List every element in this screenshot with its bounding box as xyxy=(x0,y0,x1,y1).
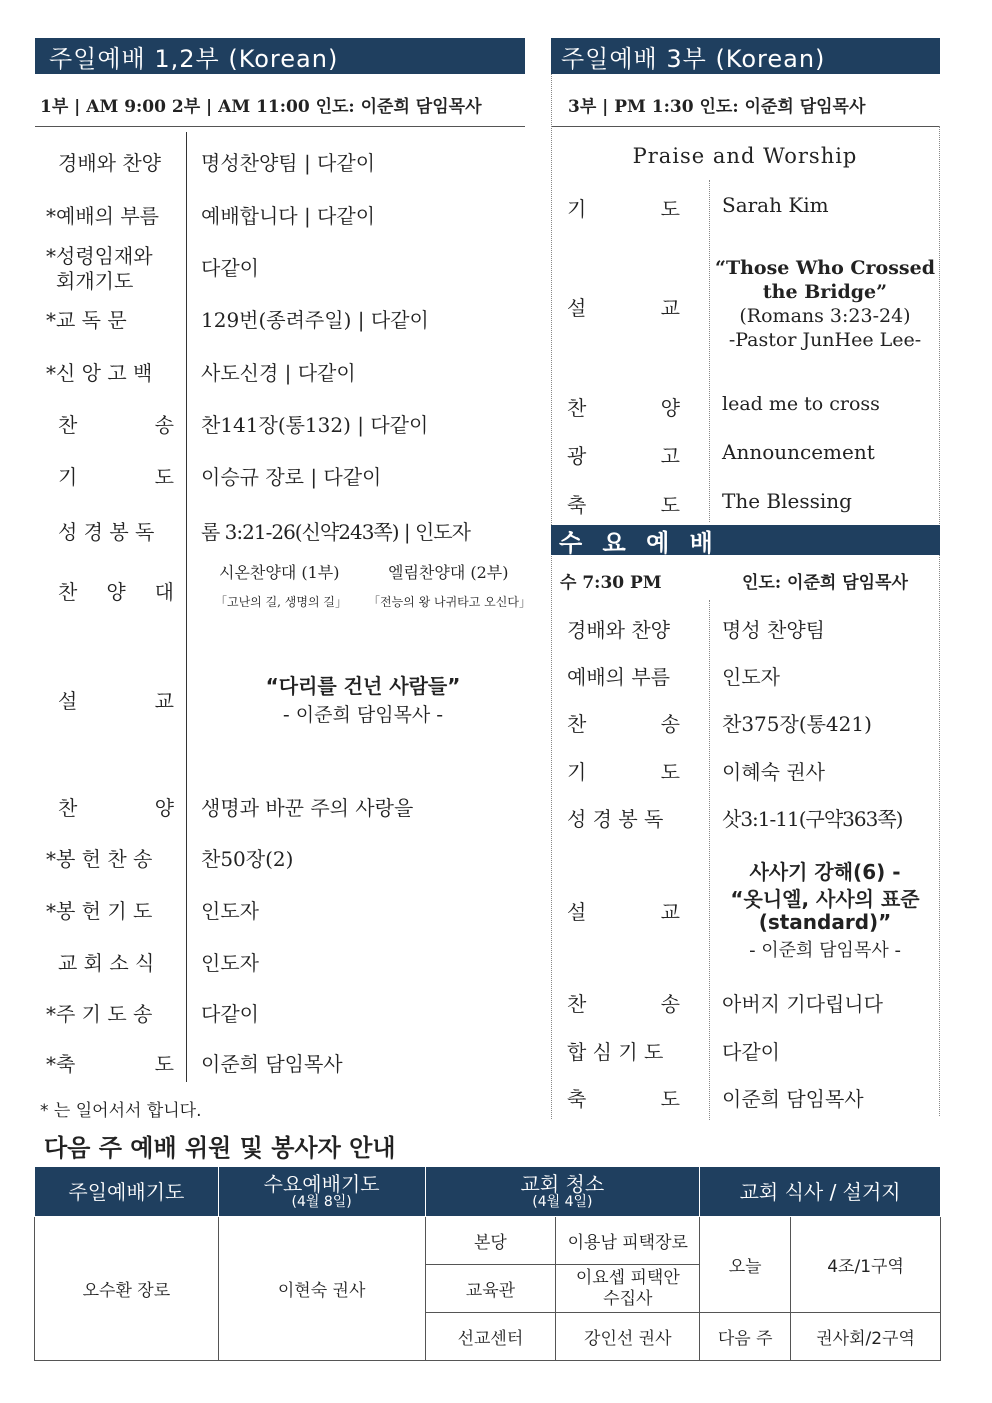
right-column-divider xyxy=(709,180,710,522)
choir2-name: 엘림찬양대 (2부) xyxy=(388,563,509,582)
order-label: 경배와 찬양 xyxy=(567,618,670,642)
sunday-service-3-header: 주일예배 3부 (Korean) xyxy=(551,38,940,74)
divider xyxy=(551,126,940,127)
order-value: 이승규 장로 | 다같이 xyxy=(201,465,382,489)
order-label: 회개기도 xyxy=(56,269,134,293)
order-label: 찬 양 xyxy=(58,796,174,820)
order-value: 다같이 xyxy=(722,1040,780,1064)
right-border-left xyxy=(551,74,552,1119)
order-label: *교 독 문 xyxy=(46,308,127,332)
choir2-song: 「전능의 왕 나귀타고 오신다」 xyxy=(368,595,531,609)
sermon-title-en: “Those Who Crossed xyxy=(715,257,935,279)
cleaning-place: 선교센터 xyxy=(425,1313,556,1361)
meal-when: 다음 주 xyxy=(700,1313,791,1361)
order-label: 성 경 봉 독 xyxy=(58,520,155,544)
order-label: *봉 헌 찬 송 xyxy=(46,847,153,871)
order-value: 삿3:1-11(구약363쪽) xyxy=(722,807,903,831)
order-value: 다같이 xyxy=(201,256,259,280)
order-label: 경배와 찬양 xyxy=(58,151,161,175)
order-label: 찬 송 xyxy=(58,413,174,437)
order-label: 기 도 xyxy=(58,465,174,489)
order-value: 이준희 담임목사 xyxy=(201,1052,343,1076)
order-label: 성 경 봉 독 xyxy=(567,807,664,831)
standing-note: * 는 일어서서 합니다. xyxy=(40,1101,202,1121)
header-wed-prayer: 수요예배기도 (4월 8일) xyxy=(218,1167,425,1217)
sermon-reference: (Romans 3:23-24) xyxy=(739,305,911,327)
order-label: 축 도 xyxy=(567,1087,680,1111)
order-label: 광 고 xyxy=(567,444,680,468)
order-label: 설 교 xyxy=(567,900,680,924)
divider xyxy=(35,126,525,127)
order-label: 기 도 xyxy=(567,760,680,784)
order-label: *예배의 부름 xyxy=(46,204,159,228)
meal-who: 4조/1구역 xyxy=(791,1217,941,1313)
praise-and-worship: Praise and Worship xyxy=(632,144,858,168)
order-value: Announcement xyxy=(722,440,875,464)
sermon-preacher-en: -Pastor JunHee Lee- xyxy=(728,329,922,351)
servants-table xyxy=(34,1166,941,1361)
order-label: 기 도 xyxy=(567,197,680,221)
sermon-title-en: the Bridge” xyxy=(762,281,888,303)
wed-sermon-title: “옷니엘, 사사의 표준 xyxy=(730,887,920,911)
wednesday-leader: 인도: 이준희 담임목사 xyxy=(742,573,908,593)
cleaning-place: 교육관 xyxy=(425,1265,556,1313)
cleaning-place: 본당 xyxy=(425,1217,556,1265)
right-border-right xyxy=(939,126,940,1116)
wed-prayer-person: 이현숙 권사 xyxy=(218,1217,425,1361)
cleaning-person: 이용남 피택장로 xyxy=(556,1217,700,1265)
choir1-name: 시온찬양대 (1부) xyxy=(219,563,340,582)
header-cleaning: 교회 청소 (4월 4일) xyxy=(425,1167,700,1217)
order-label: *봉 헌 기 도 xyxy=(46,899,153,923)
order-value: 129번(종려주일) | 다같이 xyxy=(201,308,429,332)
order-label: *주 기 도 송 xyxy=(46,1002,153,1026)
meal-who: 권사회/2구역 xyxy=(791,1313,941,1361)
wed-sermon-preacher: - 이준희 담임목사 - xyxy=(749,940,901,961)
servants-title: 다음 주 예배 위원 및 봉사자 안내 xyxy=(44,1134,396,1162)
order-label: 예배의 부름 xyxy=(567,665,670,689)
order-value: 이준희 담임목사 xyxy=(722,1087,864,1111)
order-value: 찬141장(통132) | 다같이 xyxy=(201,413,429,437)
order-value: 인도자 xyxy=(201,951,259,975)
order-value: 롬 3:21-26(신약243쪽) | 인도자 xyxy=(201,520,470,544)
order-label: 찬 양 대 xyxy=(58,580,174,604)
order-label: 합 심 기 도 xyxy=(567,1040,664,1064)
order-label: 설 교 xyxy=(58,689,174,713)
order-value: 명성찬양팀 | 다같이 xyxy=(201,151,376,175)
order-value: 아버지 기다립니다 xyxy=(722,992,883,1016)
sunday-prayer-person: 오수환 장로 xyxy=(35,1217,219,1361)
order-value: 인도자 xyxy=(201,899,259,923)
order-value: 생명과 바꾼 주의 사랑을 xyxy=(201,796,414,820)
sermon-preacher: - 이준희 담임목사 - xyxy=(282,704,444,726)
cleaning-person: 강인선 권사 xyxy=(556,1313,700,1361)
order-value: 사도신경 | 다같이 xyxy=(201,361,356,385)
header-meal: 교회 식사 / 설거지 xyxy=(700,1167,941,1217)
wed-sermon-series: 사사기 강해(6) - xyxy=(749,860,901,884)
header-sunday-prayer: 주일예배기도 xyxy=(35,1167,219,1217)
order-value: Sarah Kim xyxy=(722,193,829,217)
wednesday-time: 수 7:30 PM xyxy=(560,573,662,593)
sermon-title: “다리를 건넌 사람들” xyxy=(265,674,461,698)
order-label: *축 도 xyxy=(46,1052,174,1076)
sunday-service-1-2-header: 주일예배 1,2부 (Korean) xyxy=(35,38,525,74)
left-column-divider xyxy=(186,132,187,1082)
order-value: 찬375장(통421) xyxy=(722,712,872,736)
order-label: 찬 송 xyxy=(567,712,680,736)
order-value: 이혜숙 권사 xyxy=(722,760,825,784)
wed-sermon-title: (standard)” xyxy=(758,910,892,934)
order-label: 축 도 xyxy=(567,493,680,517)
wednesday-service-header: 수 요 예 배 xyxy=(551,525,940,555)
order-value: lead me to cross xyxy=(722,393,880,415)
choir1-song: 「고난의 길, 생명의 길」 xyxy=(215,595,347,609)
order-value: 예배합니다 | 다같이 xyxy=(201,204,376,228)
order-value: 인도자 xyxy=(722,665,780,689)
cleaning-person: 이요셉 피택안수집사 xyxy=(556,1265,700,1313)
order-label: 설 교 xyxy=(567,296,680,320)
order-label: 교 회 소 식 xyxy=(58,951,155,975)
order-label: 찬 송 xyxy=(567,992,680,1016)
order-label: 찬 양 xyxy=(567,396,680,420)
order-value: 다같이 xyxy=(201,1002,259,1026)
sunday-service-1-2-times: 1부 | AM 9:00 2부 | AM 11:00 인도: 이준희 담임목사 xyxy=(40,97,482,117)
wed-column-divider xyxy=(709,600,710,1120)
order-label: *성령임재와 xyxy=(46,244,153,268)
order-value: The Blessing xyxy=(722,489,852,513)
meal-when: 오늘 xyxy=(700,1217,791,1313)
sunday-service-3-times: 3부 | PM 1:30 인도: 이준희 담임목사 xyxy=(568,97,866,117)
order-label: *신 앙 고 백 xyxy=(46,361,153,385)
order-value: 명성 찬양팀 xyxy=(722,618,825,642)
order-value: 찬50장(2) xyxy=(201,847,294,871)
